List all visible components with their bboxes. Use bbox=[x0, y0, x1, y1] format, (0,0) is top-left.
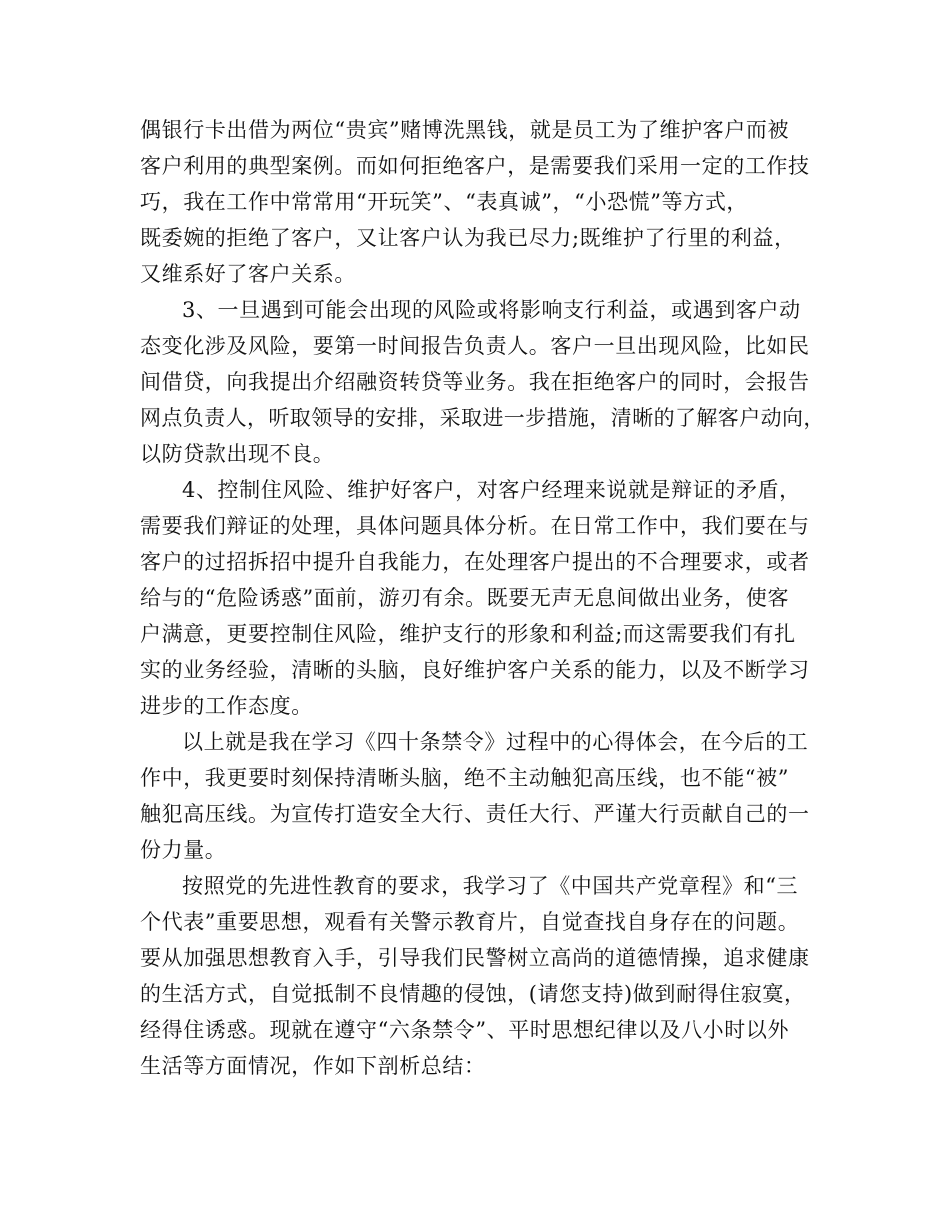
text-line: 按照党的先进性教育的要求，我学习了《中国共产党章程》和“三 bbox=[182, 874, 799, 898]
text-line: 需要我们辩证的处理，具体问题具体分析。在日常工作中，我们要在与 bbox=[140, 514, 810, 538]
text-line: 实的业务经验，清晰的头脑，良好维护客户关系的能力，以及不断学习 bbox=[140, 658, 810, 682]
text-line: 经得住诱惑。现就在遵守“六条禁令”、平时思想纪律以及八小时以外 bbox=[140, 1018, 790, 1042]
text-line: 3、一旦遇到可能会出现的风险或将影响支行利益，或遇到客户动 bbox=[182, 298, 801, 322]
text-line: 客户利用的典型案例。而如何拒绝客户，是需要我们采用一定的工作技 bbox=[140, 154, 810, 178]
text-line: 进步的工作态度。 bbox=[140, 694, 313, 718]
text-line: 生活等方面情况，作如下剖析总结： bbox=[140, 1054, 486, 1078]
text-line: 态变化涉及风险，要第一时间报告负责人。客户一旦出现风险，比如民 bbox=[140, 334, 810, 358]
text-line: 的生活方式，自觉抵制不良情趣的侵蚀，(请您支持)做到耐得住寂寞， bbox=[140, 982, 806, 1006]
text-line: 巧，我在工作中常常用“开玩笑”、“表真诚”，“小恐慌”等方式， bbox=[140, 190, 749, 214]
text-line: 作中，我更要时刻保持清晰头脑，绝不主动触犯高压线，也不能“被” bbox=[140, 766, 790, 790]
text-line: 户满意，更要控制住风险，维护支行的形象和利益;而这需要我们有扎 bbox=[140, 622, 796, 646]
text-line: 又维系好了客户关系。 bbox=[140, 262, 356, 286]
text-line: 给与的“危险诱惑”面前，游刃有余。既要无声无息间做出业务，使客 bbox=[140, 586, 790, 610]
text-line: 以上就是我在学习《四十条禁令》过程中的心得体会，在今后的工 bbox=[182, 730, 809, 754]
text-line: 份力量。 bbox=[140, 838, 227, 862]
text-line: 间借贷，向我提出介绍融资转贷等业务。我在拒绝客户的同时，会报告 bbox=[140, 370, 810, 394]
text-line: 4、控制住风险、维护好客户，对客户经理来说就是辩证的矛盾， bbox=[182, 478, 801, 502]
text-line: 个代表”重要思想，观看有关警示教育片，自觉查找自身存在的问题。 bbox=[140, 910, 800, 934]
text-line: 以防贷款出现不良。 bbox=[140, 442, 335, 466]
text-line: 偶银行卡出借为两位“贵宾”赌博洗黑钱，就是员工为了维护客户而被 bbox=[140, 118, 790, 142]
text-line: 网点负责人，听取领导的安排，采取进一步措施，清晰的了解客户动向， bbox=[140, 406, 825, 430]
text-line: 既委婉的拒绝了客户，又让客户认为我已尽力;既维护了行里的利益， bbox=[140, 226, 796, 250]
text-line: 触犯高压线。为宣传打造安全大行、责任大行、严谨大行贡献自己的一 bbox=[140, 802, 810, 826]
document-body bbox=[140, 112, 830, 1084]
text-line: 客户的过招拆招中提升自我能力，在处理客户提出的不合理要求，或者 bbox=[140, 550, 810, 574]
text-line: 要从加强思想教育入手，引导我们民警树立高尚的道德情操，追求健康 bbox=[140, 946, 810, 970]
